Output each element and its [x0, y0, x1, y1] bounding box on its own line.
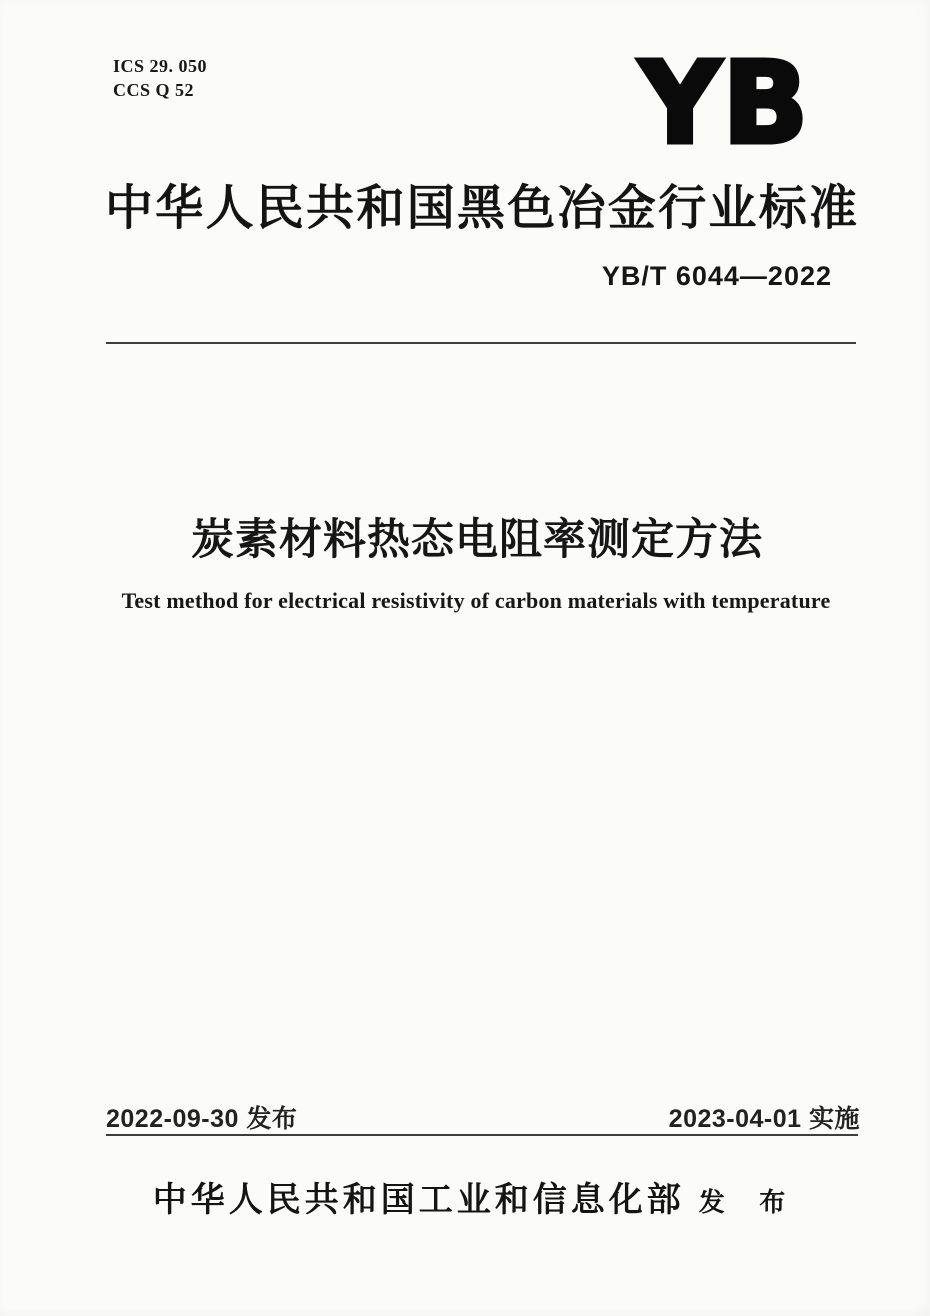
yb-standard-logo: YB [639, 39, 810, 169]
issuer-row [0, 1172, 930, 1221]
dates-row [106, 1099, 860, 1135]
footer-divider-line [106, 1134, 858, 1136]
issue-date: 2022-09-30 发布 [106, 1105, 298, 1133]
header-divider-line [106, 342, 856, 344]
ccs-code: CCS Q 52 [113, 80, 195, 100]
publish-label: 发 布 [698, 1188, 800, 1217]
issuing-authority: 中华人民共和国工业和信息化部 [152, 1182, 685, 1219]
classification-codes [113, 54, 207, 102]
implementation-date: 2023-04-01 实施 [668, 1105, 860, 1133]
document-title-english: Test method for electrical resistivity of carbon materials with temperature [121, 588, 831, 613]
standard-number: YB/T 6044—2022 [601, 261, 832, 291]
ics-code: ICS 29. 050 [113, 56, 208, 76]
document-title-chinese: 炭素材料热态电阻率测定方法 [191, 516, 763, 564]
standard-class-title: 中华人民共和国黑色冶金行业标准 [105, 182, 857, 235]
